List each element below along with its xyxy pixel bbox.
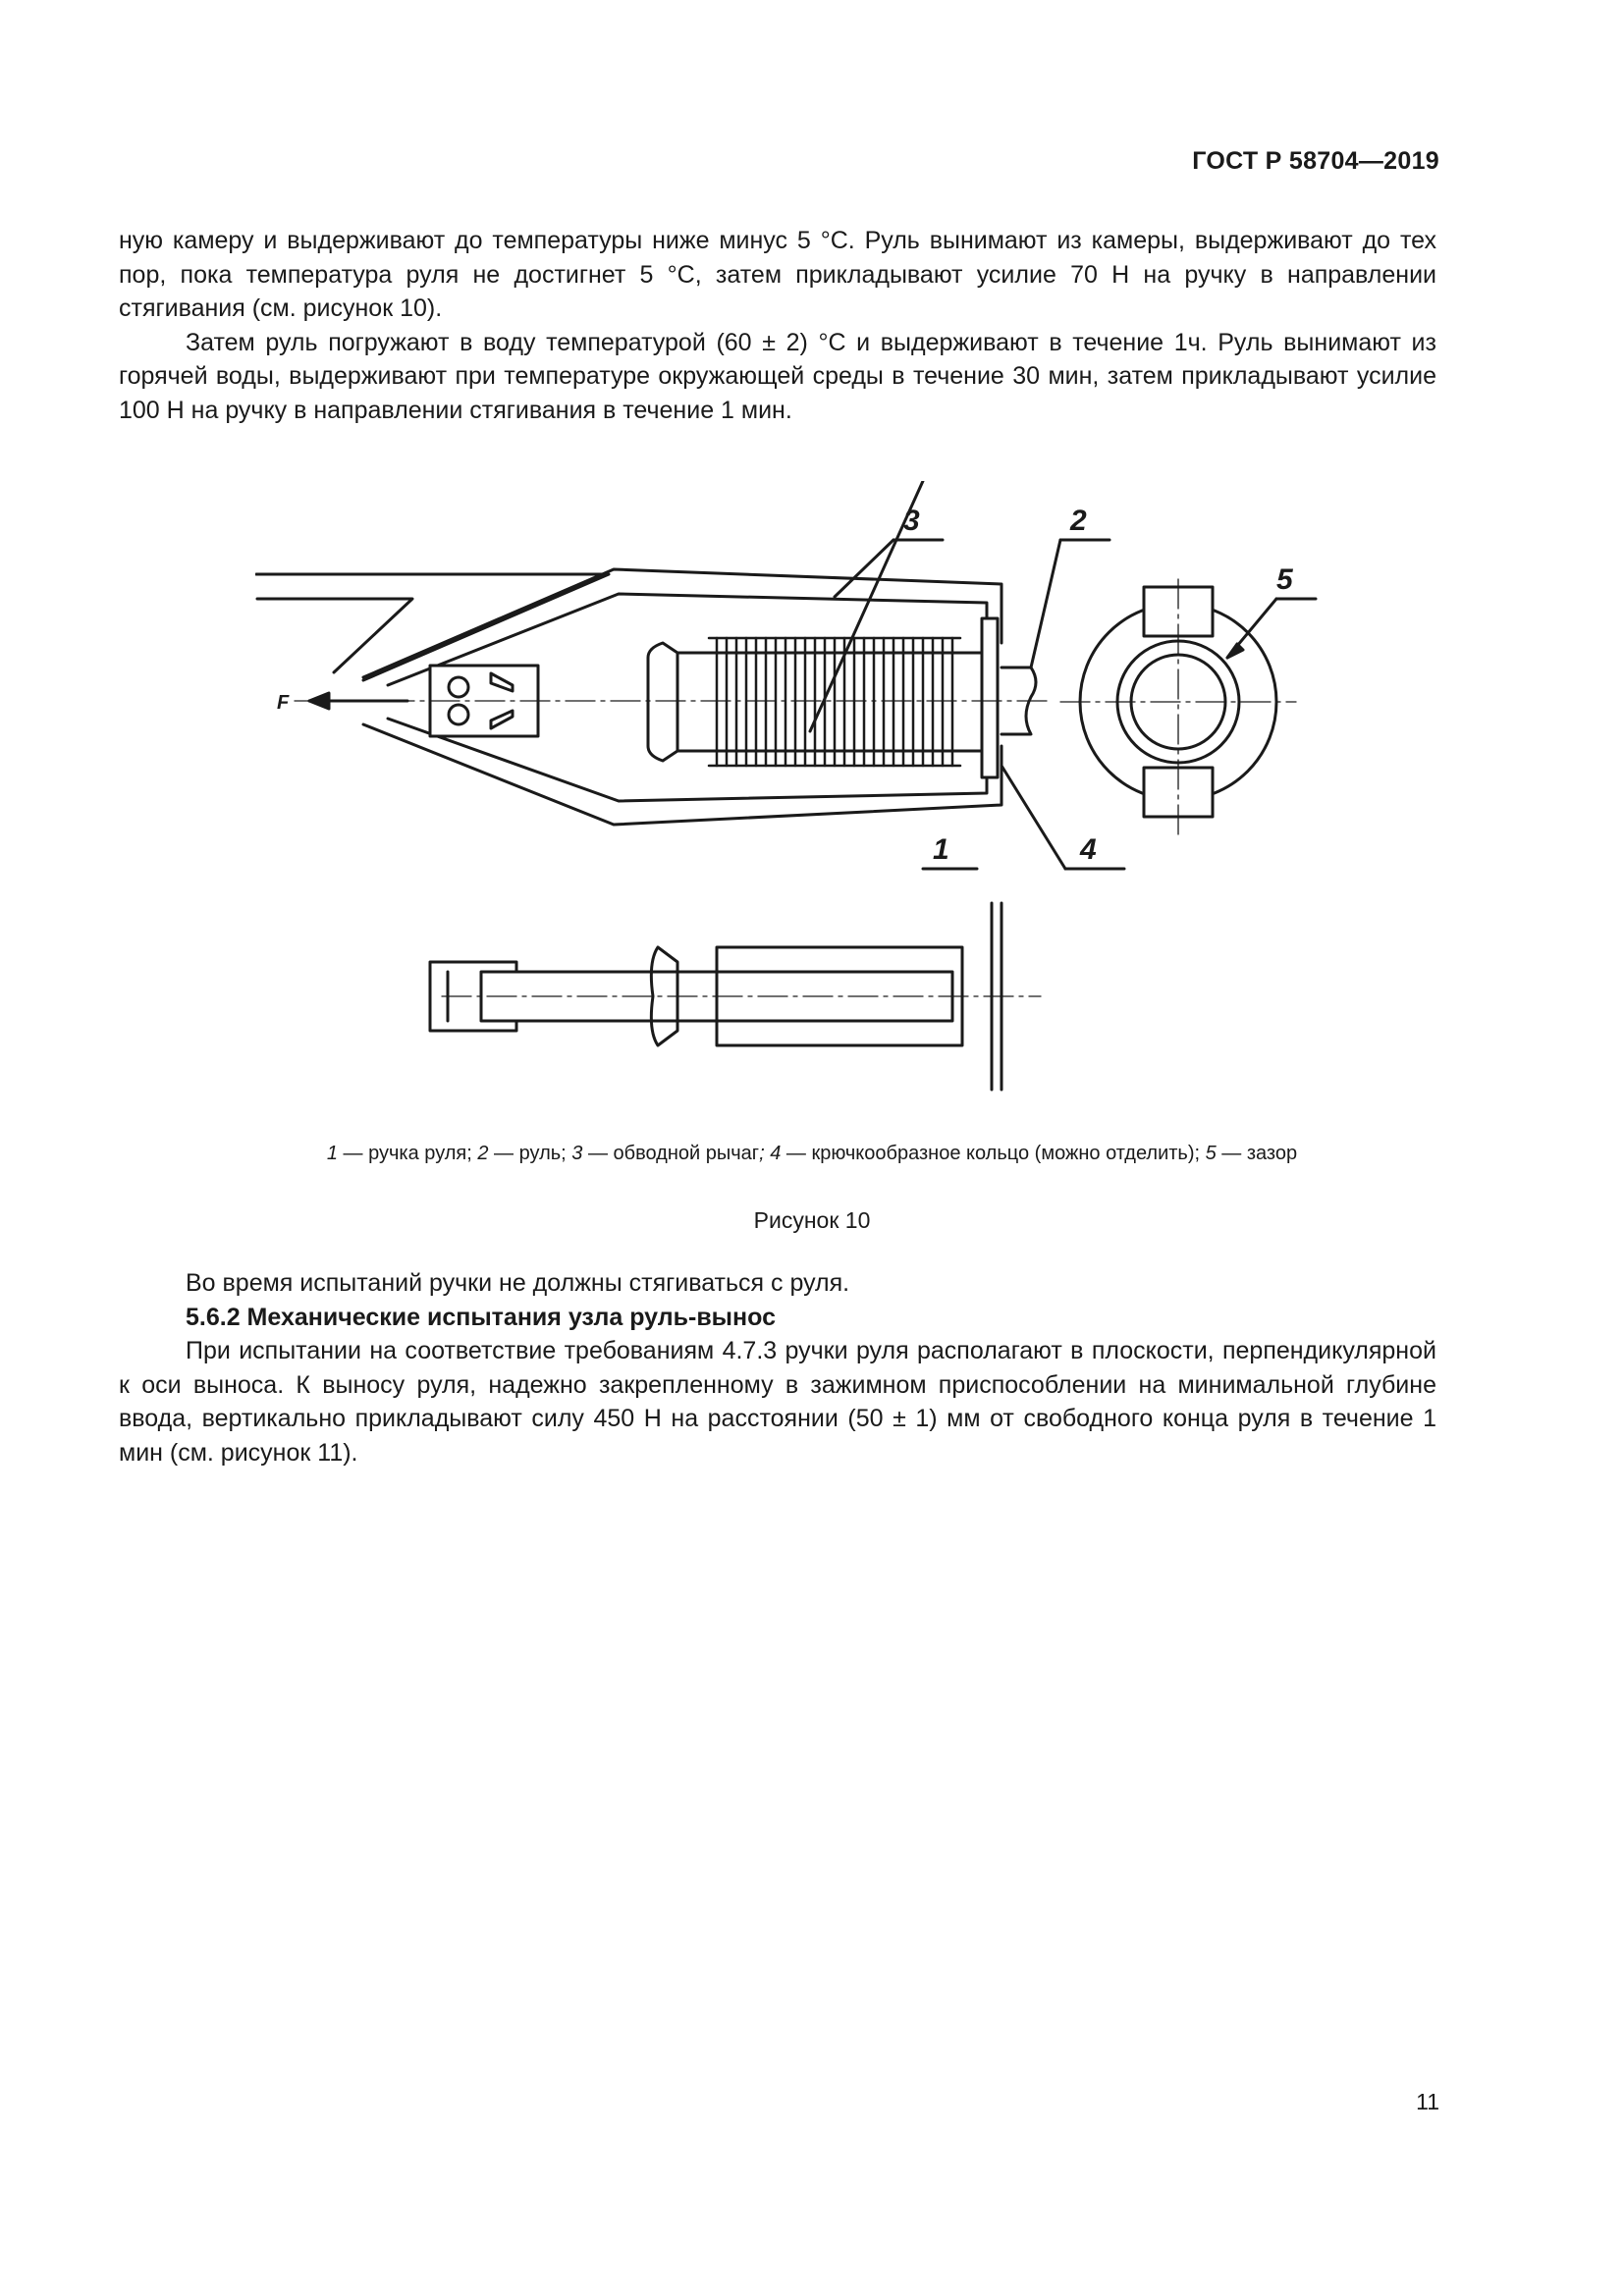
legend-text-3: — обводной рычаг: [582, 1143, 760, 1164]
legend-sep: ;: [759, 1143, 765, 1164]
legend-text-2: — руль;: [488, 1143, 572, 1164]
callout-2: 2: [1070, 505, 1087, 537]
top-text: [119, 224, 1436, 427]
legend-text-4: — крючкообразное кольцо (можно отделить);: [781, 1143, 1206, 1164]
legend-num-4: 4: [764, 1143, 782, 1164]
legend-num-5: 5: [1205, 1143, 1217, 1164]
callout-1: 1: [933, 833, 949, 866]
legend-text-1: — ручка руля;: [338, 1143, 478, 1164]
lever-outline: [256, 569, 1001, 825]
paragraph-test-result: Во время испытаний ручки не должны стягиваться с руля.: [186, 1269, 850, 1297]
legend-num-3: 3: [571, 1143, 583, 1164]
page-number: 11: [1416, 2089, 1439, 2114]
force-label: F: [277, 692, 290, 714]
figure-legend: [0, 1143, 1624, 1165]
section-heading: 5.6.2 Механические испытания узла руль-вынос: [186, 1303, 776, 1331]
hook-ring: [982, 618, 998, 777]
legend-num-2: 2: [477, 1143, 489, 1164]
handle-grip-body: [648, 643, 677, 761]
bottom-text: [119, 1266, 1436, 1469]
document-header: ГОСТ Р 58704—2019: [1192, 147, 1439, 175]
legend-text-5: — зазор: [1216, 1143, 1298, 1164]
figure-10-drawing: [255, 481, 1375, 1109]
paragraph-continuation: ную камеру и выдерживают до температуры ниже минус 5 °С. Руль вынимают из камеры, выдерживают до тех пор, пока температура руля не достигнет 5 °С, затем прикладывают усилие 70 Н на ручку в направлении стягивания (см. рисунок 10).: [119, 227, 1436, 322]
end-view: [1060, 579, 1316, 834]
callout-5: 5: [1276, 563, 1293, 596]
lower-view: [430, 903, 1041, 1090]
paragraph-mechanical-test: При испытании на соответствие требованиям 4.7.3 ручки руля располагают в плоскости, перпендикулярной к оси выноса. К выносу руля, надежно закрепленному в зажимном приспособлении на минимальной глубине ввода, вертикально прикладывают силу 450 Н на расстоянии (50 ± 1) мм от свободного конца руля в течение 1 мин (см. рисунок 11).: [119, 1337, 1436, 1467]
figure-title: Рисунок 10: [753, 1207, 871, 1233]
callout-4: 4: [1080, 833, 1097, 866]
legend-num-1: 1: [326, 1143, 338, 1164]
handle-ribs: [709, 638, 960, 766]
callout-3: 3: [903, 505, 920, 537]
paragraph-hot-water-test: Затем руль погружают в воду температурой (60 ± 2) °С и выдерживают в течение 1ч. Руль вынимают из горячей воды, выдерживают при температуре окружающей среды в течение 30 мин, затем прикладывают усилие 100 Н на ручку в направлении стягивания в течение 1 мин.: [119, 328, 1436, 424]
